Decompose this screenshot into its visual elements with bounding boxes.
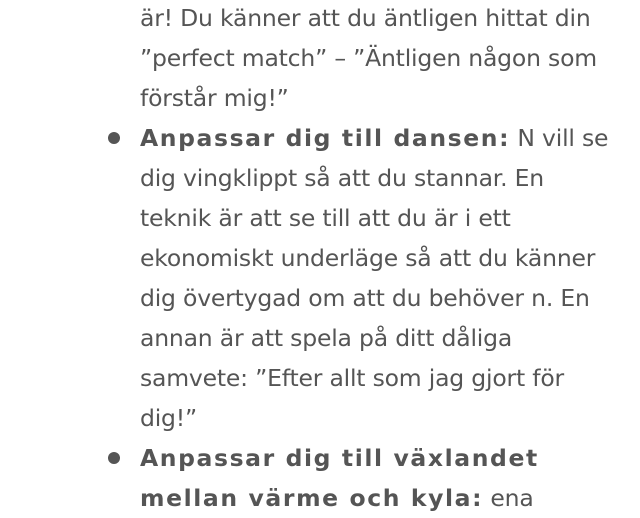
text-line: teknik är att se till att du är i ett [140,204,511,232]
bullet-icon [108,452,120,464]
text-line: är! Du känner att du äntligen hittat din [140,4,591,32]
text-line: annan är att spela på ditt dåliga [140,324,513,352]
text-line: samvete: ”Efter allt som jag gjort för [140,364,564,392]
list-item-text: N vill se [510,124,609,152]
text-line: ”perfect match” – ”Äntligen någon som [140,44,597,72]
list-item-heading: Anpassar dig till dansen: [140,124,511,152]
list-item-heading-line [140,478,534,518]
bullet-icon [108,132,120,144]
list-item-heading-cont: mellan värme och kyla: [140,484,484,512]
text-line: förstår mig!” [140,84,289,112]
text-line: dig vingklippt så att du stannar. En [140,164,544,192]
text-line: dig!” [140,404,197,432]
text-line: ekonomiskt underläge så att du känner [140,244,596,272]
list-item-first-line [140,118,608,158]
list-item-heading: Anpassar dig till växlandet [140,444,539,472]
text-line: dig övertygad om att du behöver n. En [140,284,590,312]
list-item-text: ena [483,484,534,512]
list-item-heading-line [140,438,539,478]
